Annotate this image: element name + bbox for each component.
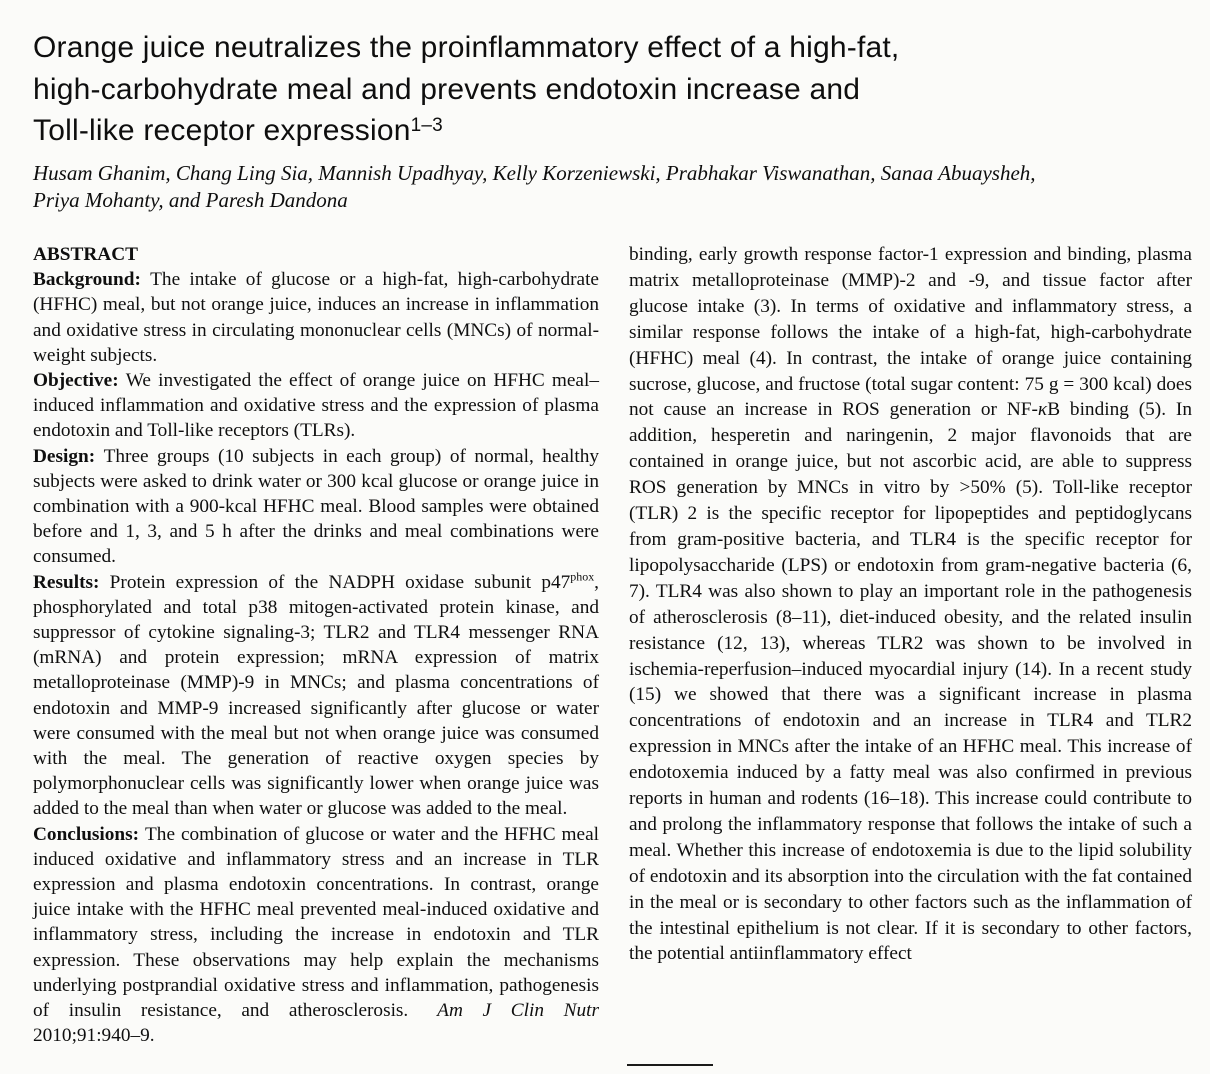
- intro-continuation-paragraph: binding, early growth response factor-1 expression and binding, plasma matrix metalloproteinase (MMP)-2 and -9, and tissue factor after glucose intake (3). In terms of oxidative and inflammatory stress, a similar response follows the intake of a high-fat, high-carbohydrate (HFHC) meal (4). In contrast, the intake of orange juice containing sucrose, glucose, and fructose (total sugar content: 75 g = 300 kcal) does not cause an increase in ROS generation or NF-κB binding (5). In addition, hesperetin and naringenin, 2 major flavonoids that are contained in orange juice, but not ascorbic acid, are able to suppress ROS generation by MNCs in vitro by >50% (5). Toll-like receptor (TLR) 2 is the specific receptor for lipopeptides and peptidoglycans from gram-positive bacteria, and TLR4 is the specific receptor for lipopolysaccharide (LPS) or endotoxin from gram-negative bacteria (6, 7). TLR4 was also shown to play an important role in the pathogenesis of atherosclerosis (8–11), diet-induced obesity, and the related insulin resistance (12, 13), whereas TLR2 was shown to be involved in ischemia-reperfusion–induced myocardial injury (14). In a recent study (15) we showed that there was a significant increase in plasma concentrations of endotoxin and an increase in TLR4 and TLR2 expression in MNCs after the intake of an HFHC meal. This increase of endotoxemia induced by a fatty meal was also confirmed in previous reports in human and rodents (16–18). This increase could contribute to and prolong the inflammatory response that follows the intake of such a meal. Whether this increase of endotoxemia is due to the lipid solubility of endotoxin and its absorption into the circulation with the fat contained in the meal or is secondary to other factors such as the inflammation of the intestinal epithelium is not clear. If it is secondary to other factors, the potential antiinflammatory effect: [629, 244, 1192, 965]
- body-text-column: [629, 242, 1192, 967]
- abstract-section-results: Results: Protein expression of the NADPH oxidase subunit $p47^{phox}$, phosphorylated and total p38 mitogen-activated protein kinase, and suppressor of cytokine signaling-3; TLR2 and TLR4 messenger RNA (mRNA) and protein expression; mRNA expression of matrix metalloproteinase (MMP)-9 in MNCs; and plasma concentrations of endotoxin and MMP-9 increased significantly after glucose or water were consumed with the meal but not when orange juice was consumed with the meal. The generation of reactive oxygen species by polymorphonuclear cells was significantly lower when orange juice was added to the meal than when water or glucose was added to the meal.: [33, 569, 599, 820]
- title-line-3: Toll-like receptor expression: [33, 114, 411, 148]
- author-line-1: Husam Ghanim, Chang Ling Sia, Mannish Upadhyay, Kelly Korzeniewski, Prabhakar Viswanathan, Sanaa Abuaysheh,: [33, 161, 1036, 185]
- title-line-1: Orange juice neutralizes the proinflammatory effect of a high-fat,: [33, 31, 900, 65]
- author-list: [33, 160, 1198, 213]
- abstract-column: [33, 242, 599, 1049]
- footnote-rule: [627, 1064, 713, 1066]
- abstract-section-background: Background: The intake of glucose or a high-fat, high-carbohydrate (HFHC) meal, but not orange juice, induces an increase in inflammation and oxidative stress in circulating mononuclear cells (MNCs) of normal-weight subjects.: [33, 269, 599, 366]
- article-title: [33, 27, 1198, 152]
- abstract-section-objective: Objective: We investigated the effect of orange juice on HFHC meal–induced inflammation and oxidative stress and the expression of plasma endotoxin and Toll-like receptors (TLRs).: [33, 370, 599, 442]
- abstract-section-design: Design: Three groups (10 subjects in each group) of normal, healthy subjects were asked to drink water or 300 kcal glucose or orange juice in combination with a 900-kcal HFHC meal. Blood samples were obtained before and 1, 3, and 5 h after the drinks and meal combinations were consumed.: [33, 445, 599, 568]
- abstract-heading: ABSTRACT: [33, 244, 139, 265]
- title-footnote-superscript: 1–3: [410, 114, 443, 136]
- title-line-2: high-carbohydrate meal and prevents endotoxin increase and: [33, 72, 861, 106]
- author-line-2: Priya Mohanty, and Paresh Dandona: [33, 187, 348, 212]
- abstract-section-conclusions: Conclusions: The combination of glucose or water and the HFHC meal induced oxidative and inflammatory stress and an increase in TLR expression and plasma endotoxin concentrations. In contrast, orange juice intake with the HFHC meal prevented meal-induced oxidative and inflammatory stress, including the increase in endotoxin and TLR expression. These observations may help explain the mechanisms underlying postprandial oxidative stress and inflammation, pathogenesis of insulin resistance, and atherosclerosis. Am J Clin Nutr 2010;91:940–9.: [33, 823, 599, 1047]
